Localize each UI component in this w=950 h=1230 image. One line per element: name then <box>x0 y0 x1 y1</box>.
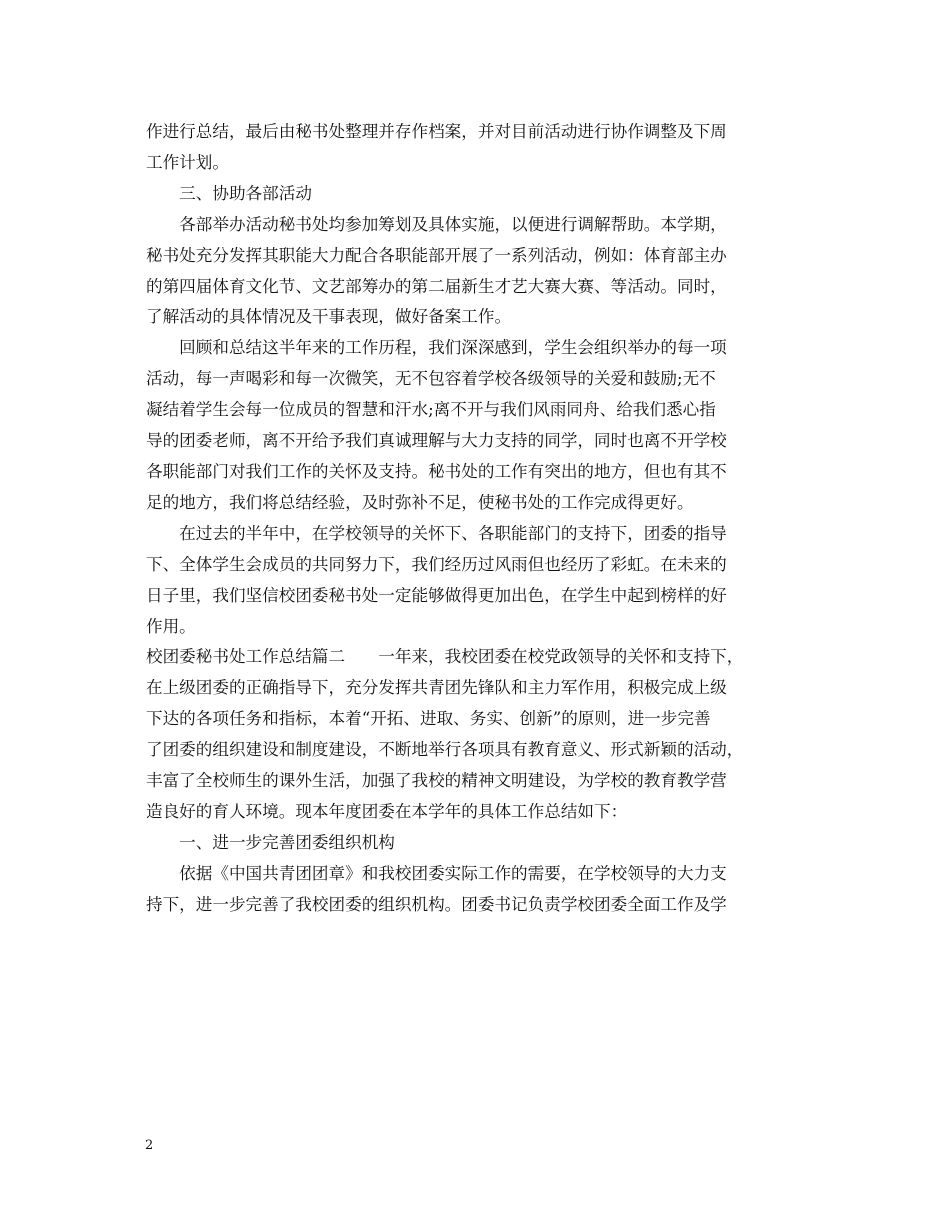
text-line: 各职能部门对我们工作的关怀及支持。秘书处的工作有突出的地方，但也有其不 <box>146 461 727 481</box>
text-line: 在上级团委的正确指导下，充分发挥共青团先锋队和主力军作用，积极完成上级 <box>146 678 727 698</box>
body-text <box>146 117 812 921</box>
text-line: 了解活动的具体情况及干事表现，做好备案工作。 <box>146 307 512 327</box>
text-line: 秘书处充分发挥其职能大力配合各职能部开展了一系列活动，例如：体育部主办 <box>146 245 727 265</box>
text-line: 工作计划。 <box>146 152 229 172</box>
text-line: 校团委秘书处工作总结篇二 一年来，我校团委在校党政领导的关怀和支持下， <box>146 647 744 667</box>
text-line: 依据《中国共青团团章》和我校团委实际工作的需要，在学校领导的大力支 <box>146 863 727 883</box>
text-line: 下达的各项任务和指标，本着“开拓、进取、务实、创新”的原则，进一步完善 <box>146 709 711 729</box>
text-line: 的第四届体育文化节、文艺部筹办的第二届新生才艺大赛大赛、等活动。同时， <box>146 276 727 296</box>
text-line: 作进行总结，最后由秘书处整理并存作档案，并对目前活动进行协作调整及下周 <box>146 122 727 141</box>
text-line: 造良好的育人环境。现本年度团委在本学年的具体工作总结如下： <box>146 801 628 821</box>
text-line: 持下，进一步完善了我校团委的组织机构。团委书记负责学校团委全面工作及学 <box>146 894 727 914</box>
text-line: 下、全体学生会成员的共同努力下，我们经历过风雨但也经历了彩虹。在未来的 <box>146 554 727 574</box>
text-line: 足的地方，我们将总结经验，及时弥补不足，使秘书处的工作完成得更好。 <box>146 492 694 512</box>
section-heading: 三、协助各部活动 <box>146 183 312 203</box>
text-line: 各部举办活动秘书处均参加筹划及具体实施，以便进行调解帮助。本学期， <box>146 214 727 234</box>
text-line: 回顾和总结这半年来的工作历程，我们深深感到，学生会组织举办的每一项 <box>146 338 727 358</box>
text-line: 丰富了全校师生的课外生活，加强了我校的精神文明建设，为学校的教育教学营 <box>146 771 727 791</box>
text-line: 导的团委老师，离不开给予我们真诚理解与大力支持的同学，同时也离不开学校 <box>146 431 727 451</box>
section-heading: 一、进一步完善团委组织机构 <box>146 832 395 852</box>
text-line: 在过去的半年中，在学校领导的关怀下、各职能部门的支持下，团委的指导 <box>146 523 727 543</box>
text-line: 作用。 <box>146 616 196 636</box>
text-line: 凝结着学生会每一位成员的智慧和汗水;离不开与我们风雨同舟、给我们悉心指 <box>146 400 716 420</box>
page-number: 2 <box>145 1138 154 1153</box>
text-line: 了团委的组织建设和制度建设，不断地举行各项具有教育意义、形式新颖的活动， <box>146 740 744 760</box>
text-line: 日子里，我们坚信校团委秘书处一定能够做得更加出色，在学生中起到榜样的好 <box>146 585 727 605</box>
text-line: 活动，每一声喝彩和每一次微笑，无不包容着学校各级领导的关爱和鼓励;无不 <box>146 369 716 389</box>
